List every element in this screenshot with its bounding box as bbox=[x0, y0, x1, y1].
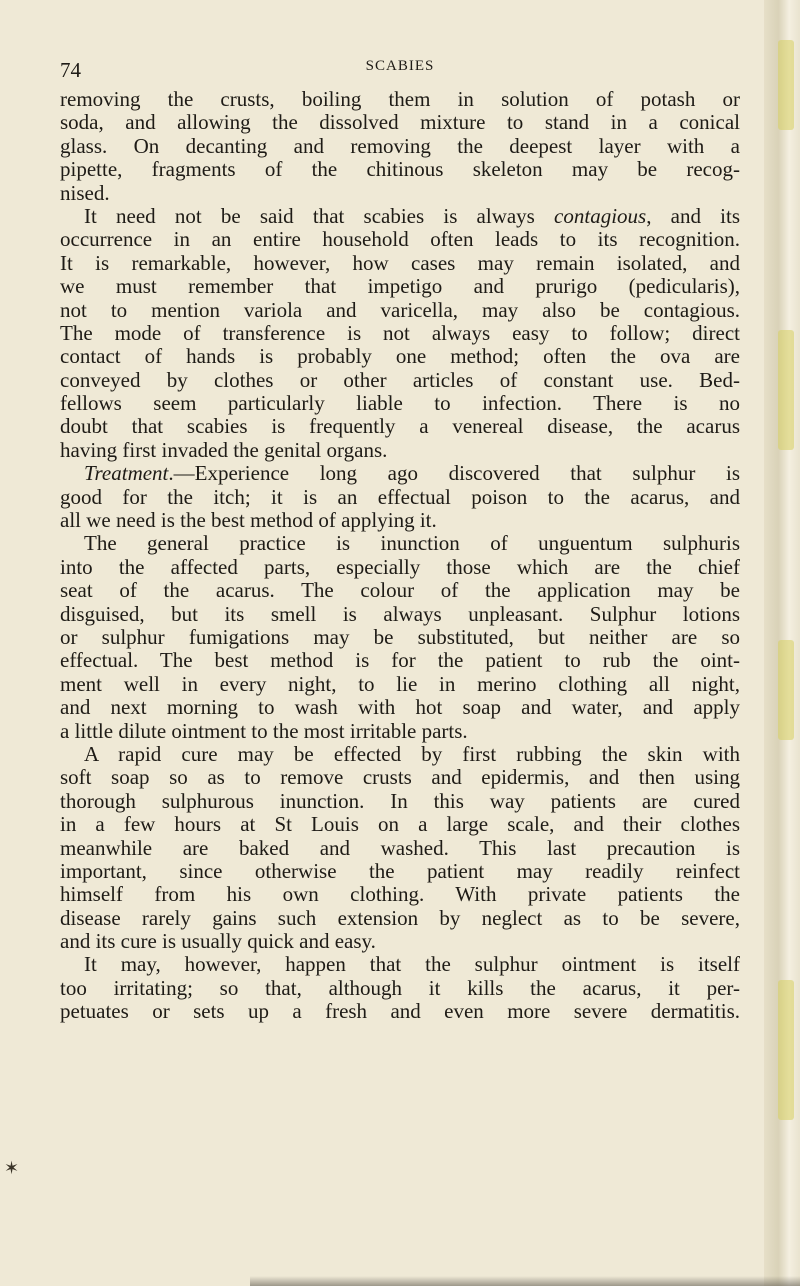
text-line: It is remarkable, however, how cases may remain isolated, and bbox=[60, 250, 740, 275]
text-line: disease rarely gains such extension by neglect as to be severe, bbox=[60, 905, 740, 930]
text-line: seat of the acarus. The colour of the application may be bbox=[60, 578, 740, 603]
text-line: soda, and allowing the dissolved mixture to stand in a conical bbox=[60, 110, 740, 135]
text-line: contact of hands is probably one method; often the ova are bbox=[60, 344, 740, 369]
text-line: nised. bbox=[60, 180, 110, 205]
text-line: Treatment.—Experience long ago discovered that sulphur is bbox=[84, 461, 740, 486]
text-line: in a few hours at St Louis on a large scale, and their clothes bbox=[60, 812, 740, 837]
text-line: It need not be said that scabies is always contagious, and its bbox=[84, 203, 740, 228]
text-line: occurrence in an entire household often leads to its recognition. bbox=[60, 227, 740, 252]
text-line: doubt that scabies is frequently a venereal disease, the acarus bbox=[60, 414, 740, 439]
text-line: we must remember that impetigo and prurigo (pedicularis), bbox=[60, 274, 740, 299]
page-header bbox=[60, 58, 740, 82]
page-number: 74 bbox=[60, 58, 81, 82]
text-line: conveyed by clothes or other articles of constant use. Bed- bbox=[60, 367, 740, 392]
text-line: glass. On decanting and removing the deepest layer with a bbox=[60, 133, 740, 158]
text-line: or sulphur fumigations may be substituted, but neither are so bbox=[60, 624, 740, 649]
stain bbox=[778, 640, 794, 740]
text-line: The mode of transference is not always easy to follow; direct bbox=[60, 320, 740, 345]
text-line: himself from his own clothing. With private patients the bbox=[60, 882, 740, 907]
ink-mark-icon: ✶ bbox=[4, 1158, 20, 1179]
text-line: removing the crusts, boiling them in solution of potash or bbox=[60, 87, 740, 111]
text-line: and next morning to wash with hot soap and water, and apply bbox=[60, 695, 740, 720]
text-line: too irritating; so that, although it kills the acarus, it per- bbox=[60, 975, 740, 1000]
text-line: petuates or sets up a fresh and even more severe dermatitis. bbox=[60, 999, 740, 1024]
text-line: soft soap so as to remove crusts and epidermis, and then using bbox=[60, 765, 740, 790]
text-line: It may, however, happen that the sulphur ointment is itself bbox=[84, 952, 740, 977]
text-line: and its cure is usually quick and easy. bbox=[60, 929, 376, 954]
italic-emphasis: contagious bbox=[554, 203, 647, 228]
text-line: thorough sulphurous inunction. In this way patients are cured bbox=[60, 788, 740, 813]
text-line: The general practice is inunction of unguentum sulphuris bbox=[84, 531, 740, 556]
text-line: into the affected parts, especially those which are the chief bbox=[60, 554, 740, 579]
text-line: A rapid cure may be effected by first rubbing the skin with bbox=[84, 741, 740, 766]
page-shadow bbox=[250, 1276, 800, 1286]
stain bbox=[778, 980, 794, 1120]
stain bbox=[778, 40, 794, 130]
italic-emphasis: Treatment bbox=[84, 461, 169, 486]
body-text bbox=[60, 88, 740, 1024]
text-line: ment well in every night, to lie in merino clothing all night, bbox=[60, 671, 740, 696]
text-line: pipette, fragments of the chitinous skeleton may be recog- bbox=[60, 157, 740, 182]
stain bbox=[778, 330, 794, 450]
text-line: disguised, but its smell is always unpleasant. Sulphur lotions bbox=[60, 601, 740, 626]
page-edge bbox=[764, 0, 800, 1286]
text-line: not to mention variola and varicella, may also be contagious. bbox=[60, 297, 740, 322]
text-line: having first invaded the genital organs. bbox=[60, 437, 388, 462]
text-line: all we need is the best method of applying it. bbox=[60, 508, 437, 533]
text-line: fellows seem particularly liable to infection. There is no bbox=[60, 391, 740, 416]
text-line: important, since otherwise the patient may readily reinfect bbox=[60, 858, 740, 883]
text-line: a little dilute ointment to the most irritable parts. bbox=[60, 718, 468, 743]
running-head: SCABIES bbox=[365, 58, 435, 74]
text-line: meanwhile are baked and washed. This last precaution is bbox=[60, 835, 740, 860]
text-line: effectual. The best method is for the patient to rub the oint- bbox=[60, 648, 740, 673]
text-line: good for the itch; it is an effectual poison to the acarus, and bbox=[60, 484, 740, 509]
